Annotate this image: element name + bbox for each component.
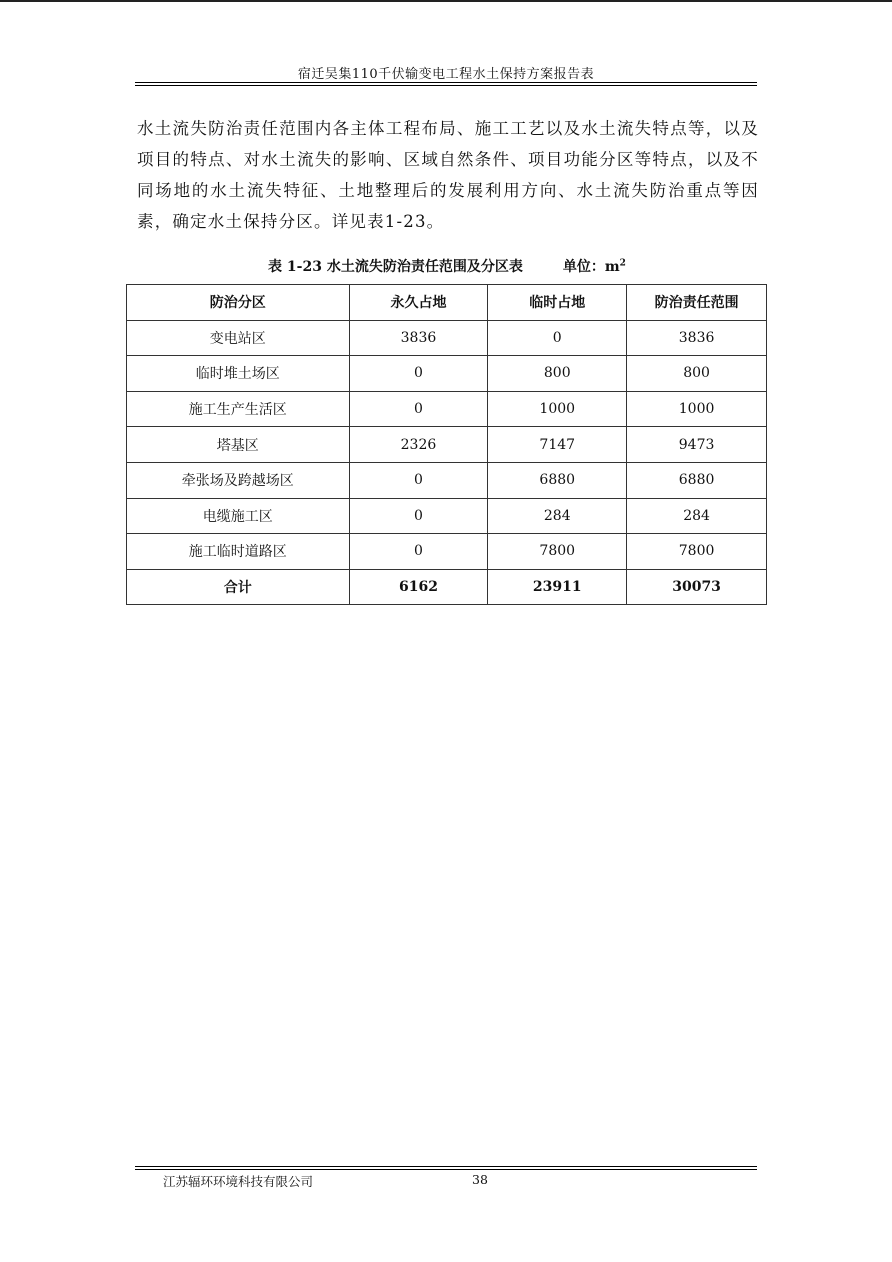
zoning-table — [126, 284, 767, 605]
cell-permanent: 0 — [349, 462, 488, 498]
body-paragraph: 水土流失防治责任范围内各主体工程布局、施工工艺以及水土流失特点等，以及项目的特点、对水土流失的影响、区域自然条件、项目功能分区等特点，以及不同场地的水土流失特征、土地整理后的发展利用方向、水土流失防治重点等因素，确定水土保持分区。详见表1-23。 — [137, 119, 759, 231]
total-permanent: 6162 — [349, 569, 488, 605]
cell-temporary: 7147 — [488, 427, 627, 463]
table-row — [127, 534, 767, 570]
cell-temporary: 6880 — [488, 462, 627, 498]
running-header: 宿迁吴集110千伏输变电工程水土保持方案报告表 — [297, 67, 595, 82]
footer-rule — [135, 1166, 757, 1170]
footer-company: 江苏辐环环境科技有限公司 — [163, 1174, 314, 1189]
page-top-edge — [0, 0, 892, 2]
cell-permanent: 0 — [349, 391, 488, 427]
cell-temporary: 284 — [488, 498, 627, 534]
total-temporary: 23911 — [488, 569, 627, 605]
table-row — [127, 427, 767, 463]
cell-temporary: 1000 — [488, 391, 627, 427]
total-range: 30073 — [627, 569, 767, 605]
header-zone: 防治分区 — [127, 285, 350, 321]
cell-range: 6880 — [627, 462, 767, 498]
cell-range: 800 — [627, 356, 767, 392]
cell-temporary: 800 — [488, 356, 627, 392]
cell-zone: 施工生产生活区 — [127, 391, 350, 427]
table-unit — [563, 259, 626, 275]
table-row — [127, 498, 767, 534]
header-permanent-land: 永久占地 — [349, 285, 488, 321]
cell-zone: 塔基区 — [127, 427, 350, 463]
table-caption — [127, 256, 767, 276]
header-temporary-land: 临时占地 — [488, 285, 627, 321]
cell-temporary: 7800 — [488, 534, 627, 570]
cell-temporary: 0 — [488, 320, 627, 356]
cell-permanent: 0 — [349, 356, 488, 392]
table-total-row — [127, 569, 767, 605]
cell-permanent: 3836 — [349, 320, 488, 356]
table-row — [127, 391, 767, 427]
table-caption-title: 表 1-23 水土流失防治责任范围及分区表 — [268, 259, 523, 275]
table-header-row — [127, 285, 767, 321]
cell-zone: 施工临时道路区 — [127, 534, 350, 570]
cell-zone: 电缆施工区 — [127, 498, 350, 534]
cell-range: 9473 — [627, 427, 767, 463]
cell-permanent: 0 — [349, 498, 488, 534]
cell-zone: 变电站区 — [127, 320, 350, 356]
cell-permanent: 0 — [349, 534, 488, 570]
header-rule — [135, 82, 757, 86]
table-row — [127, 320, 767, 356]
total-label: 合计 — [127, 569, 350, 605]
cell-zone: 临时堆土场区 — [127, 356, 350, 392]
table-row — [127, 462, 767, 498]
table-row — [127, 356, 767, 392]
table-unit-superscript: 2 — [619, 258, 626, 269]
cell-range: 284 — [627, 498, 767, 534]
cell-permanent: 2326 — [349, 427, 488, 463]
header-responsibility-range: 防治责任范围 — [627, 285, 767, 321]
cell-range: 3836 — [627, 320, 767, 356]
cell-range: 1000 — [627, 391, 767, 427]
cell-range: 7800 — [627, 534, 767, 570]
cell-zone: 牵张场及跨越场区 — [127, 462, 350, 498]
table-unit-label: 单位：m — [562, 259, 620, 275]
page-number: 38 — [472, 1172, 488, 1187]
